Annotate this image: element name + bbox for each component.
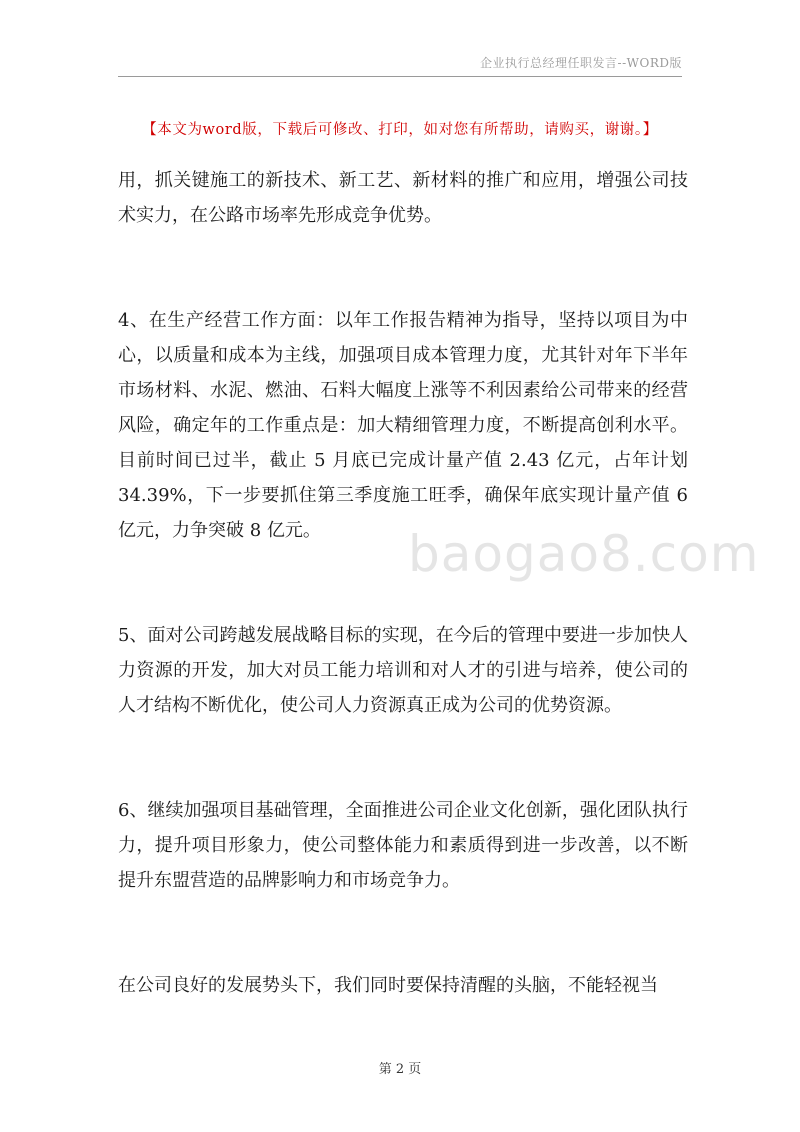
watermark: baogao8.com — [408, 525, 760, 583]
page-number: 第 2 页 — [378, 1062, 422, 1077]
paragraph-4: 6、继续加强项目基础管理，全面推进公司企业文化创新，强化团队执行力，提升项目形象力，使公司整体能力和素质得到进一步改善，以不断提升东盟营造的品牌影响力和市场竞争力。 — [118, 800, 688, 891]
header-title: 企业执行总经理任职发言--WORD版 — [480, 56, 682, 70]
document-body — [118, 163, 688, 1003]
paragraph-2: 4、在生产经营工作方面：以年工作报告精神为指导，坚持以项目为中心，以质量和成本为主线，加强项目成本管理力度，尤其针对年下半年市场材料、水泥、燃油、石料大幅度上涨等不利因素给公司带来的经营风险，确定年的工作重点是：加大精细管理力度，不断提高创利水平。目前时间已过半，截止 5 月底已完成计量产值 2.43 亿元，占年计划 34.39%，下一步要抓住第三季度施工旺季，确保年底实现计量产值 6 亿元，力争突破 8 亿元。 — [118, 310, 688, 541]
paragraph-3: 5、面对公司跨越发展战略目标的实现，在今后的管理中要进一步加快人力资源的开发，加大对员工能力培训和对人才的引进与培养，使公司的人才结构不断优化，使公司人力资源真正成为公司的优势资源。 — [118, 625, 688, 716]
paragraph-5: 在公司良好的发展势头下，我们同时要保持清醒的头脑，不能轻视当 — [118, 975, 658, 996]
paragraph-1: 用，抓关键施工的新技术、新工艺、新材料的推广和应用，增强公司技术实力，在公路市场率先形成竞争优势。 — [118, 170, 688, 226]
purchase-notice: 【本文为word版，下载后可修改、打印，如对您有所帮助，请购买，谢谢。】 — [142, 122, 658, 138]
page-header — [118, 48, 682, 77]
